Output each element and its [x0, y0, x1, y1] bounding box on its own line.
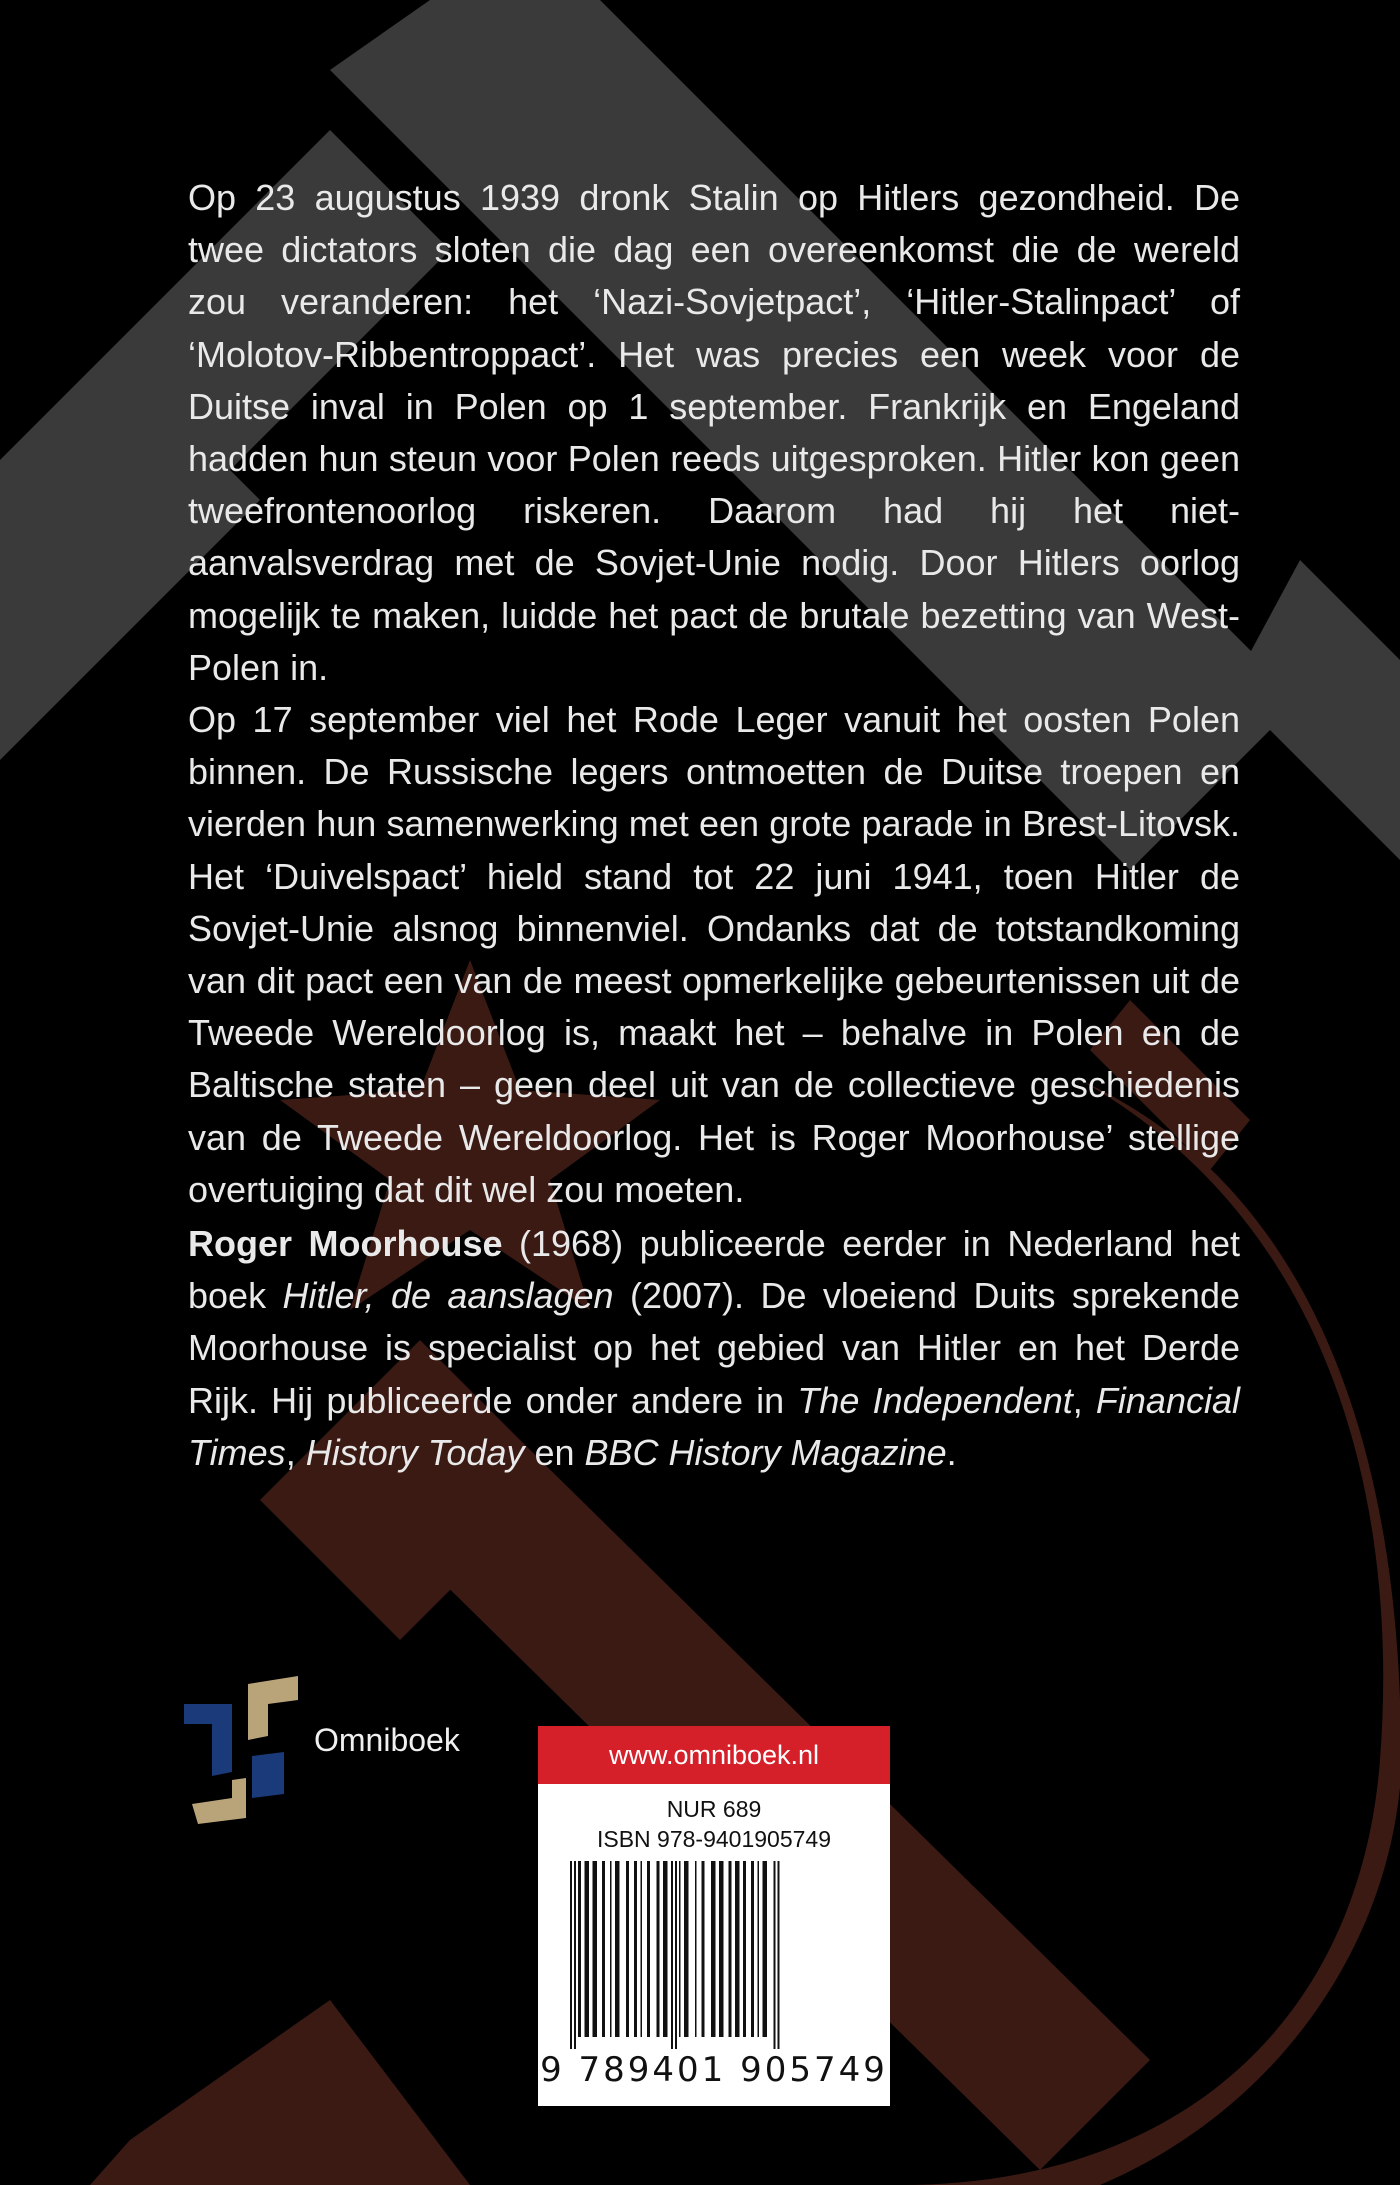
publication-independent: The Independent	[797, 1379, 1073, 1421]
blurb-paragraph-1: Op 23 augustus 1939 dronk Stalin op Hitlers gezondheid. De twee dictators sloten die dag een overeenkomst die de wereld zou veranderen: het ‘Nazi-Sovjetpact’, ‘Hitler-Stalinpact’ of ‘Molotov-Ribbentroppact’. Het was precies een week voor de Duitse inval in Polen op 1 september. Frankrijk en Engeland hadden hun steun voor Polen reeds uitgesproken. Hitler kon geen tweefrontenoorlog riskeren. Daarom had hij het niet-aanvalsverdrag met de Sovjet-Unie nodig. Door Hitlers oorlog mogelijk te maken, luidde het pact de brutale bezetting van West-Polen in.	[188, 177, 1240, 688]
author-bio-text-2: (2007). De vloeiend Duits sprekende Moorhouse is specialist op het gebied van Hitler en het Derde Rijk. Hij publiceerde onder andere in	[188, 1275, 1240, 1421]
separator: ,	[285, 1431, 306, 1473]
publication-history-today: History Today	[305, 1431, 525, 1473]
publisher-url: www.omniboek.nl	[538, 1726, 890, 1784]
separator: ,	[1072, 1379, 1096, 1421]
barcode-panel	[538, 1726, 890, 2106]
separator: .	[946, 1431, 957, 1473]
publication-financial-times: Financial Times	[188, 1379, 1240, 1473]
author-name: Roger Moorhouse	[188, 1223, 503, 1264]
author-bio-paragraph	[188, 1218, 1240, 1479]
separator: en	[524, 1431, 585, 1473]
barcode-bars	[566, 1861, 862, 2049]
previous-book-title: Hitler, de aanslagen	[282, 1275, 614, 1317]
barcode-digits: 9 789401 905749	[540, 2050, 888, 2090]
publication-bbc-history: BBC History Magazine	[584, 1431, 947, 1473]
author-bio-text-1: (1968) publiceerde eerder in Nederland het boek	[188, 1223, 1240, 1317]
author-bio	[188, 1218, 1240, 1479]
isbn-code: ISBN 978-9401905749	[596, 1826, 832, 1852]
blurb-paragraph-2: Op 17 september viel het Rode Leger vanuit het oosten Polen binnen. De Russische legers ontmoetten de Duitse troepen en vierden hun samenwerking met een grote parade in Brest-Litovsk. Het ‘Duivelspact’ hield stand tot 22 juni 1941, toen Hitler de Sovjet-Unie alsnog binnenviel. Ondanks dat de totstandkoming van dit pact een van de meest opmerkelijke gebeurtenissen uit de Tweede Wereldoorlog is, maakt het – behalve in Polen en de Baltische staten – geen deel uit van de collectieve geschiedenis van de Tweede Wereldoorlog. Het is Roger Moorhouse’ stellige overtuiging dat dit wel zou moeten.	[188, 699, 1240, 1210]
nur-code: NUR 689	[666, 1796, 762, 1822]
book-blurb	[188, 172, 1240, 1216]
publisher-name: Omniboek	[314, 1722, 460, 1758]
omniboek-logo-icon	[184, 1676, 304, 1836]
